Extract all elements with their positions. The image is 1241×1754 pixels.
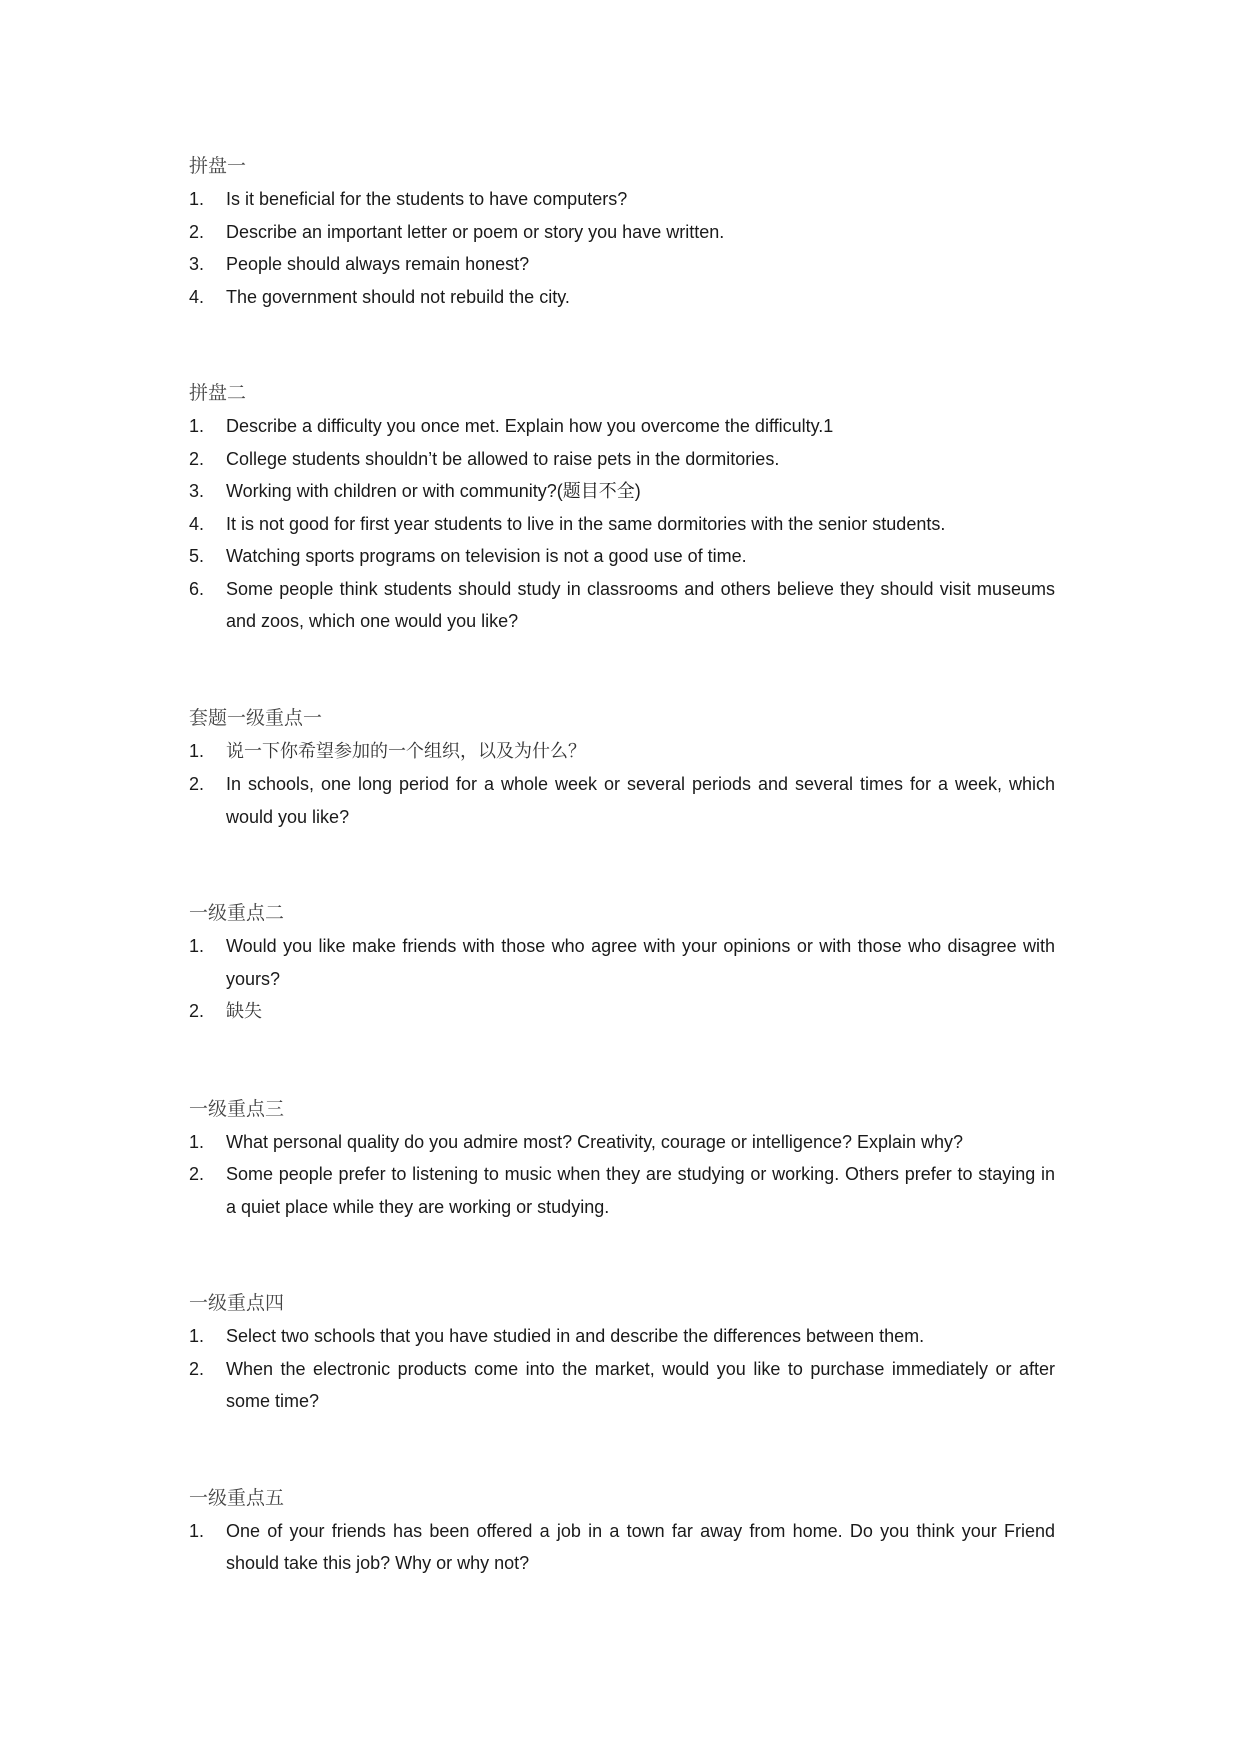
item-number: 4. [189,513,205,534]
section-pinpan-1 [189,150,1055,313]
section-heading: 拼盘一 [189,155,247,177]
item-text: 说一下你希望参加的一个组织，以及为什么？ [226,740,586,762]
section-pinpan-2 [189,377,1055,638]
item-text: 缺失 [226,1001,262,1022]
item-number: 2. [189,221,205,242]
list-item [189,1320,1055,1353]
item-number: 1. [189,1131,205,1152]
list-item [189,443,1055,476]
item-text: Describe an important letter or poem or story you have written. [226,221,725,242]
list-item [189,248,1055,281]
item-number: 1. [189,1326,205,1346]
item-number: 2. [189,1001,205,1021]
section-key-2 [189,897,1055,1029]
item-number: 4. [189,286,205,307]
section-key-1 [189,702,1055,834]
item-text: Select two schools that you have studied in and describe the differences between them. [226,1326,925,1346]
question-list [189,735,1055,834]
item-text: College students shouldn’t be allowed to raise pets in the dormitories. [226,448,780,469]
section-heading: 一级重点二 [189,902,285,924]
list-item [189,183,1055,216]
section-heading: 套题一级重点一 [189,706,323,729]
question-list [189,930,1055,1029]
item-number: 1. [189,416,205,436]
item-number: 3. [189,254,205,274]
section-key-4 [189,1287,1055,1418]
section-key-3 [189,1093,1055,1224]
section-heading: 拼盘二 [189,382,247,404]
item-text: Watching sports programs on television is not a good use of time. [226,546,747,566]
section-heading: 一级重点五 [189,1486,285,1509]
item-text: What personal quality do you admire most? Creativity, courage or intelligence? Explain why? [226,1131,964,1152]
item-text: One of your friends has been offered a job in a town far away from home. Do you think your Friend should take this job? Why or why not? [226,1520,1055,1573]
list-item [189,1515,1055,1580]
list-item [189,573,1055,638]
item-text: In schools, one long period for a whole week or several periods and several times for a week, which would you like? [226,774,1055,827]
item-number: 1. [189,936,205,956]
document-page [189,150,1055,1644]
section-key-5 [189,1482,1055,1580]
item-text: Describe a difficulty you once met. Explain how you overcome the difficulty.1 [226,416,834,436]
item-number: 1. [189,1520,205,1541]
list-item [189,410,1055,443]
item-number: 2. [189,774,205,794]
item-number: 5. [189,546,205,566]
question-list [189,183,1055,313]
list-item [189,995,1055,1029]
list-item [189,1126,1055,1159]
list-item [189,475,1055,508]
list-item [189,540,1055,573]
list-item [189,216,1055,249]
item-text: When the electronic products come into the market, would you like to purchase immediately or after some time? [226,1358,1055,1411]
item-text: Is it beneficial for the students to have computers? [226,189,628,209]
list-item [189,735,1055,769]
item-number: 1. [189,189,205,209]
section-heading: 一级重点四 [189,1292,285,1314]
item-text: Working with children or with community?(题目不全) [226,481,641,501]
item-text: People should always remain honest? [226,254,530,274]
item-text: It is not good for first year students to live in the same dormitories with the senior students. [226,513,946,534]
item-text: The government should not rebuild the city. [226,286,570,307]
list-item [189,281,1055,314]
list-item [189,1158,1055,1223]
section-heading: 一级重点三 [189,1097,285,1120]
item-number: 6. [189,578,205,599]
item-text: Some people prefer to listening to music when they are studying or working. Others prefer to staying in a quiet place while they are working or studying. [226,1164,1055,1217]
item-number: 2. [189,1358,205,1379]
item-text: Some people think students should study in classrooms and others believe they should visit museums and zoos, which one would you like? [226,578,1055,631]
question-list [189,410,1055,638]
list-item [189,930,1055,995]
question-list [189,1515,1055,1580]
item-text: Would you like make friends with those who agree with your opinions or with those who disagree with yours? [226,936,1055,989]
list-item [189,1353,1055,1418]
question-list [189,1126,1055,1224]
question-list [189,1320,1055,1418]
list-item [189,508,1055,541]
item-number: 2. [189,448,205,469]
item-number: 3. [189,481,205,501]
item-number: 1. [189,740,205,761]
item-number: 2. [189,1164,205,1184]
list-item [189,768,1055,833]
